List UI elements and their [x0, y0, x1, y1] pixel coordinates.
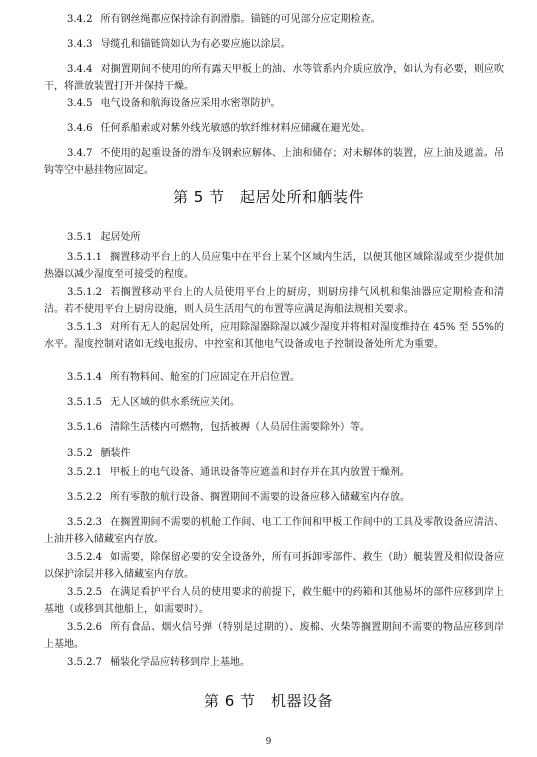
paragraph-3-4-2: 3.4.2 所有钢丝绳都应保持涂有润滑脂。锚链的可见部分应定期检查。	[67, 14, 381, 25]
paragraph-3-5-2-1: 3.5.2.1 甲板上的电气设备、通讯设备等应遮盖和封存并在其内放置干燥剂。	[67, 467, 410, 478]
section-5-heading: 第 5 节 起居处所和舾装件	[172, 188, 365, 206]
paragraph-3-5-1-3: 3.5.1.3 对所有无人的起居处所，应用除湿器除湿以减少湿度并将相对湿度维持在 45% 至 55%的水平。湿度控制对诸如无线电报房、中控室和其他电气设备或电子控制设备处所尤为重要。	[44, 322, 504, 350]
paragraph-3-5-1-1: 3.5.1.1 搁置移动平台上的人员应集中在平台上某个区域内生活，以便其他区域除湿或至少提供加热器以减少湿度至可接受的程度。	[44, 252, 504, 280]
paragraph-3-5-2-7: 3.5.2.7 桶装化学品应转移到岸上基地。	[67, 657, 250, 668]
paragraph-3-4-4: 3.4.4 对搁置期间不使用的所有露天甲板上的油、水等管系内介质应放净，如认为有必要，则应吹干，将泄放装置打开并保持干燥。	[44, 64, 504, 92]
subsection-3-5-2-heading: 3.5.2 舾装件	[67, 448, 131, 459]
paragraph-3-4-6: 3.4.6 任何系船索或对紫外线光敏感的软纤维材料应储藏在避光处。	[67, 123, 371, 134]
section-6-heading: 第 6 节 机器设备	[203, 692, 334, 710]
paragraph-3-5-1-6: 3.5.1.6 清除生活楼内可燃物，包括被褥（人员居住需要除外）等。	[67, 422, 370, 433]
paragraph-3-5-2-2: 3.5.2.2 所有零散的航行设备、搁置期间不需要的设备应移入储藏室内存放。	[67, 492, 410, 503]
paragraph-3-5-2-4: 3.5.2.4 如需要，除保留必要的安全设备外，所有可拆卸零部件、救生（助）艇装置及相似设备应以保护涂层并移入储藏室内存放。	[44, 552, 504, 580]
paragraph-3-5-1-4: 3.5.1.4 所有物料间、舱室的门应固定在开启位置。	[67, 372, 300, 383]
page-number: 9	[265, 737, 272, 747]
paragraph-3-4-5: 3.4.5 电气设备和航海设备应采用水密罩防护。	[67, 98, 281, 109]
paragraph-3-4-7: 3.4.7 不使用的起重设备的滑车及钢索应解体、上油和储存；对未解体的装置，应上油及遮盖。吊钩等空中悬挂物应固定。	[44, 148, 504, 176]
paragraph-3-5-2-6: 3.5.2.6 所有食品、烟火信号弹（特别是过期的）、废棉、火柴等搁置期间不需要的物品应移到岸上基地。	[44, 622, 504, 650]
paragraph-3-5-2-5: 3.5.2.5 在满足看护平台人员的使用要求的前提下，救生艇中的药箱和其他易坏的部件应移到岸上基地（或移到其他船上，如需要时）。	[44, 587, 504, 615]
paragraph-3-5-2-3: 3.5.2.3 在搁置期间不需要的机舱工作间、电工工作间和甲板工作间中的工具及零散设备应清洁、上油并移入储藏室内存放。	[44, 517, 504, 545]
paragraph-3-5-1-2: 3.5.1.2 若搁置移动平台上的人员使用平台上的厨房，则厨房排气风机和集油器应定期检查和清洁。若不使用平台上厨房设施，则人员生活用气的布置等应满足海船法规相关要求。	[44, 287, 504, 315]
subsection-3-5-1-heading: 3.5.1 起居处所	[67, 232, 141, 243]
paragraph-3-5-1-5: 3.5.1.5 无人区域的供水系统应关闭。	[67, 397, 240, 408]
paragraph-3-4-3: 3.4.3 导缆孔和锚链筒如认为有必要应施以涂层。	[67, 39, 291, 50]
